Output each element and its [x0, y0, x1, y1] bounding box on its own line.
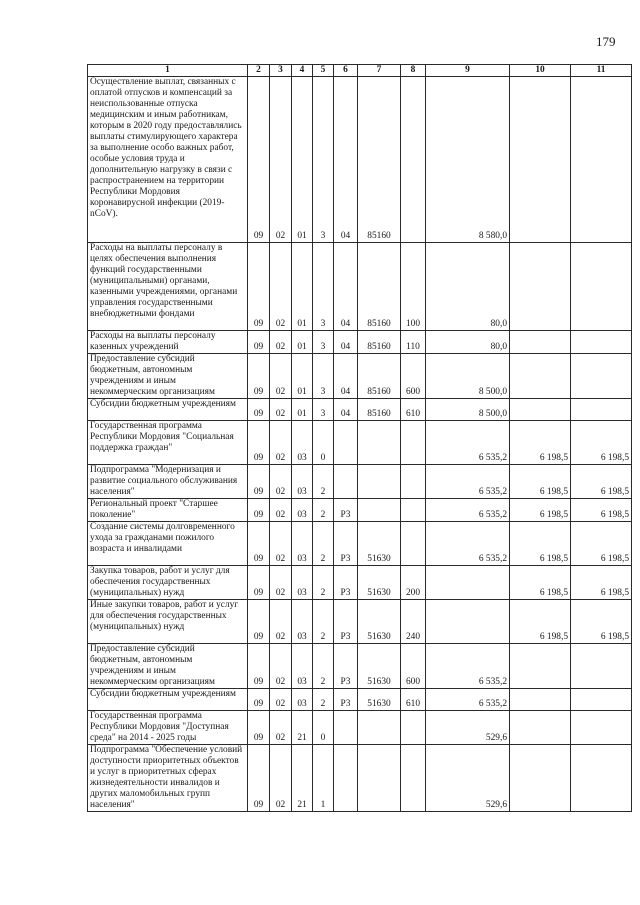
subsection-code: 02	[270, 243, 292, 331]
amount-2023: 6 198,5	[571, 566, 632, 600]
table-row	[88, 711, 632, 745]
amount-2023	[571, 331, 632, 354]
expense-type-code: 600	[401, 644, 426, 689]
section-code: 09	[248, 331, 270, 354]
subsection-code: 02	[270, 689, 292, 711]
subprogram-code: 2	[313, 499, 334, 522]
subprogram-code: 2	[313, 600, 334, 644]
target-article-code: 51630	[358, 600, 401, 644]
row-name: Субсидии бюджетным учреждениям	[88, 399, 248, 421]
table-row	[88, 745, 632, 812]
subprogram-code: 2	[313, 566, 334, 600]
subsection-code: 02	[270, 421, 292, 465]
row-name: Предоставление субсидий бюджетным, автономным учреждениям и иным некоммерческим организациям	[88, 354, 248, 399]
amount-2021: 6 535,2	[426, 644, 510, 689]
amount-2023	[571, 243, 632, 331]
amount-2022	[510, 745, 571, 812]
project-code	[334, 711, 358, 745]
target-article-code: 85160	[358, 77, 401, 243]
subprogram-code: 0	[313, 421, 334, 465]
subprogram-code: 3	[313, 331, 334, 354]
subsection-code: 02	[270, 644, 292, 689]
section-code: 09	[248, 399, 270, 421]
program-code: 03	[292, 421, 313, 465]
header-cell: 5	[313, 65, 334, 77]
table-body	[88, 77, 632, 812]
project-code: 04	[334, 399, 358, 421]
amount-2023: 6 198,5	[571, 465, 632, 499]
section-code: 09	[248, 745, 270, 812]
subprogram-code: 3	[313, 243, 334, 331]
amount-2023: 6 198,5	[571, 421, 632, 465]
target-article-code	[358, 465, 401, 499]
header-cell: 1	[88, 65, 248, 77]
subsection-code: 02	[270, 566, 292, 600]
target-article-code: 51630	[358, 689, 401, 711]
budget-table	[87, 64, 632, 812]
table-row	[88, 644, 632, 689]
amount-2021: 80,0	[426, 243, 510, 331]
program-code: 21	[292, 711, 313, 745]
amount-2023	[571, 354, 632, 399]
amount-2021: 6 535,2	[426, 689, 510, 711]
project-code: P3	[334, 689, 358, 711]
target-article-code: 51630	[358, 522, 401, 566]
amount-2022	[510, 644, 571, 689]
subprogram-code: 0	[313, 711, 334, 745]
table-row	[88, 243, 632, 331]
amount-2023	[571, 399, 632, 421]
amount-2021: 529,6	[426, 711, 510, 745]
subprogram-code: 1	[313, 745, 334, 812]
expense-type-code: 610	[401, 399, 426, 421]
project-code: 04	[334, 331, 358, 354]
amount-2021: 8 500,0	[426, 399, 510, 421]
table-row	[88, 600, 632, 644]
header-cell: 7	[358, 65, 401, 77]
program-code: 03	[292, 465, 313, 499]
expense-type-code	[401, 421, 426, 465]
program-code: 01	[292, 331, 313, 354]
amount-2023: 6 198,5	[571, 499, 632, 522]
subsection-code: 02	[270, 77, 292, 243]
amount-2022	[510, 243, 571, 331]
amount-2022: 6 198,5	[510, 465, 571, 499]
program-code: 21	[292, 745, 313, 812]
subsection-code: 02	[270, 331, 292, 354]
row-name: Субсидии бюджетным учреждениям	[88, 689, 248, 711]
row-name: Закупка товаров, работ и услуг для обеспечения государственных (муниципальных) нужд	[88, 566, 248, 600]
amount-2022	[510, 689, 571, 711]
program-code: 03	[292, 522, 313, 566]
page-number: 179	[596, 34, 616, 49]
target-article-code	[358, 421, 401, 465]
target-article-code: 85160	[358, 399, 401, 421]
amount-2022	[510, 354, 571, 399]
amount-2023	[571, 711, 632, 745]
row-name: Создание системы долговременного ухода за гражданами пожилого возраста и инвалидами	[88, 522, 248, 566]
table-row	[88, 399, 632, 421]
section-code: 09	[248, 77, 270, 243]
row-name: Иные закупки товаров, работ и услуг для обеспечения государственных (муниципальных) нужд	[88, 600, 248, 644]
project-code	[334, 745, 358, 812]
section-code: 09	[248, 711, 270, 745]
expense-type-code: 600	[401, 354, 426, 399]
amount-2021: 80,0	[426, 331, 510, 354]
amount-2021	[426, 600, 510, 644]
project-code: 04	[334, 77, 358, 243]
target-article-code: 51630	[358, 566, 401, 600]
program-code: 01	[292, 243, 313, 331]
subsection-code: 02	[270, 745, 292, 812]
subprogram-code: 3	[313, 399, 334, 421]
expense-type-code	[401, 522, 426, 566]
amount-2022: 6 198,5	[510, 566, 571, 600]
project-code: 04	[334, 243, 358, 331]
amount-2022	[510, 331, 571, 354]
amount-2023: 6 198,5	[571, 600, 632, 644]
header-cell: 10	[510, 65, 571, 77]
section-code: 09	[248, 243, 270, 331]
program-code: 03	[292, 644, 313, 689]
header-row	[88, 65, 632, 77]
table-row	[88, 77, 632, 243]
amount-2021: 529,6	[426, 745, 510, 812]
table-row	[88, 421, 632, 465]
section-code: 09	[248, 689, 270, 711]
subsection-code: 02	[270, 399, 292, 421]
expense-type-code: 240	[401, 600, 426, 644]
section-code: 09	[248, 644, 270, 689]
program-code: 03	[292, 689, 313, 711]
section-code: 09	[248, 354, 270, 399]
program-code: 01	[292, 354, 313, 399]
section-code: 09	[248, 499, 270, 522]
project-code	[334, 465, 358, 499]
subprogram-code: 2	[313, 522, 334, 566]
table-row	[88, 331, 632, 354]
header-cell: 9	[426, 65, 510, 77]
amount-2023	[571, 689, 632, 711]
program-code: 03	[292, 566, 313, 600]
section-code: 09	[248, 522, 270, 566]
amount-2021: 6 535,2	[426, 499, 510, 522]
amount-2021: 8 500,0	[426, 354, 510, 399]
project-code: P3	[334, 566, 358, 600]
table-row	[88, 522, 632, 566]
subsection-code: 02	[270, 600, 292, 644]
expense-type-code	[401, 77, 426, 243]
target-article-code	[358, 711, 401, 745]
expense-type-code	[401, 465, 426, 499]
amount-2023	[571, 77, 632, 243]
header-cell: 2	[248, 65, 270, 77]
program-code: 03	[292, 499, 313, 522]
table-row	[88, 499, 632, 522]
section-code: 09	[248, 566, 270, 600]
header-cell: 6	[334, 65, 358, 77]
amount-2022: 6 198,5	[510, 421, 571, 465]
header-cell: 3	[270, 65, 292, 77]
subsection-code: 02	[270, 499, 292, 522]
subsection-code: 02	[270, 354, 292, 399]
header-cell: 11	[571, 65, 632, 77]
expense-type-code	[401, 499, 426, 522]
amount-2022	[510, 399, 571, 421]
amount-2022	[510, 711, 571, 745]
amount-2022: 6 198,5	[510, 522, 571, 566]
row-name: Подпрограмма "Модернизация и развитие социального обслуживания населения"	[88, 465, 248, 499]
amount-2021: 6 535,2	[426, 465, 510, 499]
project-code	[334, 421, 358, 465]
subsection-code: 02	[270, 711, 292, 745]
row-name: Осуществление выплат, связанных с оплатой отпусков и компенсаций за неиспользованные отпуска медицинским и иным работникам, которым в 2020 году предоставлялись выплаты стимулирующего характера за выполнение особо важных работ, особые условия труда и дополнительную нагрузку в связи с распространением на территории Республики Мордовия коронавирусной инфекции (2019-nCoV).	[88, 77, 248, 243]
table-row	[88, 689, 632, 711]
expense-type-code: 110	[401, 331, 426, 354]
target-article-code: 51630	[358, 644, 401, 689]
table-row	[88, 566, 632, 600]
target-article-code: 85160	[358, 243, 401, 331]
expense-type-code	[401, 711, 426, 745]
row-name: Государственная программа Республики Мордовия "Доступная среда" на 2014 - 2025 годы	[88, 711, 248, 745]
section-code: 09	[248, 600, 270, 644]
row-name: Государственная программа Республики Мордовия "Социальная поддержка граждан"	[88, 421, 248, 465]
row-name: Предоставление субсидий бюджетным, автономным учреждениям и иным некоммерческим организациям	[88, 644, 248, 689]
subprogram-code: 2	[313, 465, 334, 499]
amount-2021: 6 535,2	[426, 522, 510, 566]
subsection-code: 02	[270, 522, 292, 566]
expense-type-code	[401, 745, 426, 812]
program-code: 01	[292, 399, 313, 421]
header-cell: 4	[292, 65, 313, 77]
amount-2023	[571, 644, 632, 689]
row-name: Расходы на выплаты персоналу казенных учреждений	[88, 331, 248, 354]
amount-2023	[571, 745, 632, 812]
project-code: 04	[334, 354, 358, 399]
amount-2021	[426, 566, 510, 600]
target-article-code: 85160	[358, 331, 401, 354]
amount-2021: 8 580,0	[426, 77, 510, 243]
expense-type-code: 200	[401, 566, 426, 600]
expense-type-code: 610	[401, 689, 426, 711]
subsection-code: 02	[270, 465, 292, 499]
project-code: P3	[334, 499, 358, 522]
program-code: 03	[292, 600, 313, 644]
amount-2023: 6 198,5	[571, 522, 632, 566]
section-code: 09	[248, 465, 270, 499]
row-name: Региональный проект "Старшее поколение"	[88, 499, 248, 522]
header-cell: 8	[401, 65, 426, 77]
section-code: 09	[248, 421, 270, 465]
target-article-code: 85160	[358, 354, 401, 399]
subprogram-code: 2	[313, 644, 334, 689]
program-code: 01	[292, 77, 313, 243]
subprogram-code: 3	[313, 354, 334, 399]
expense-type-code: 100	[401, 243, 426, 331]
subprogram-code: 2	[313, 689, 334, 711]
target-article-code	[358, 745, 401, 812]
table-row	[88, 465, 632, 499]
amount-2022: 6 198,5	[510, 600, 571, 644]
target-article-code	[358, 499, 401, 522]
amount-2022: 6 198,5	[510, 499, 571, 522]
amount-2021: 6 535,2	[426, 421, 510, 465]
row-name: Расходы на выплаты персоналу в целях обеспечения выполнения функций государственными (муниципальными) органами, казенными учреждениями, органами управления государственными внебюджетными фондами	[88, 243, 248, 331]
subprogram-code: 3	[313, 77, 334, 243]
table-row	[88, 354, 632, 399]
project-code: P3	[334, 600, 358, 644]
project-code: P3	[334, 644, 358, 689]
row-name: Подпрограмма "Обеспечение условий доступности приоритетных объектов и услуг в приоритетных сферах жизнедеятельности инвалидов и других маломобильных групп населения"	[88, 745, 248, 812]
project-code: P3	[334, 522, 358, 566]
amount-2022	[510, 77, 571, 243]
